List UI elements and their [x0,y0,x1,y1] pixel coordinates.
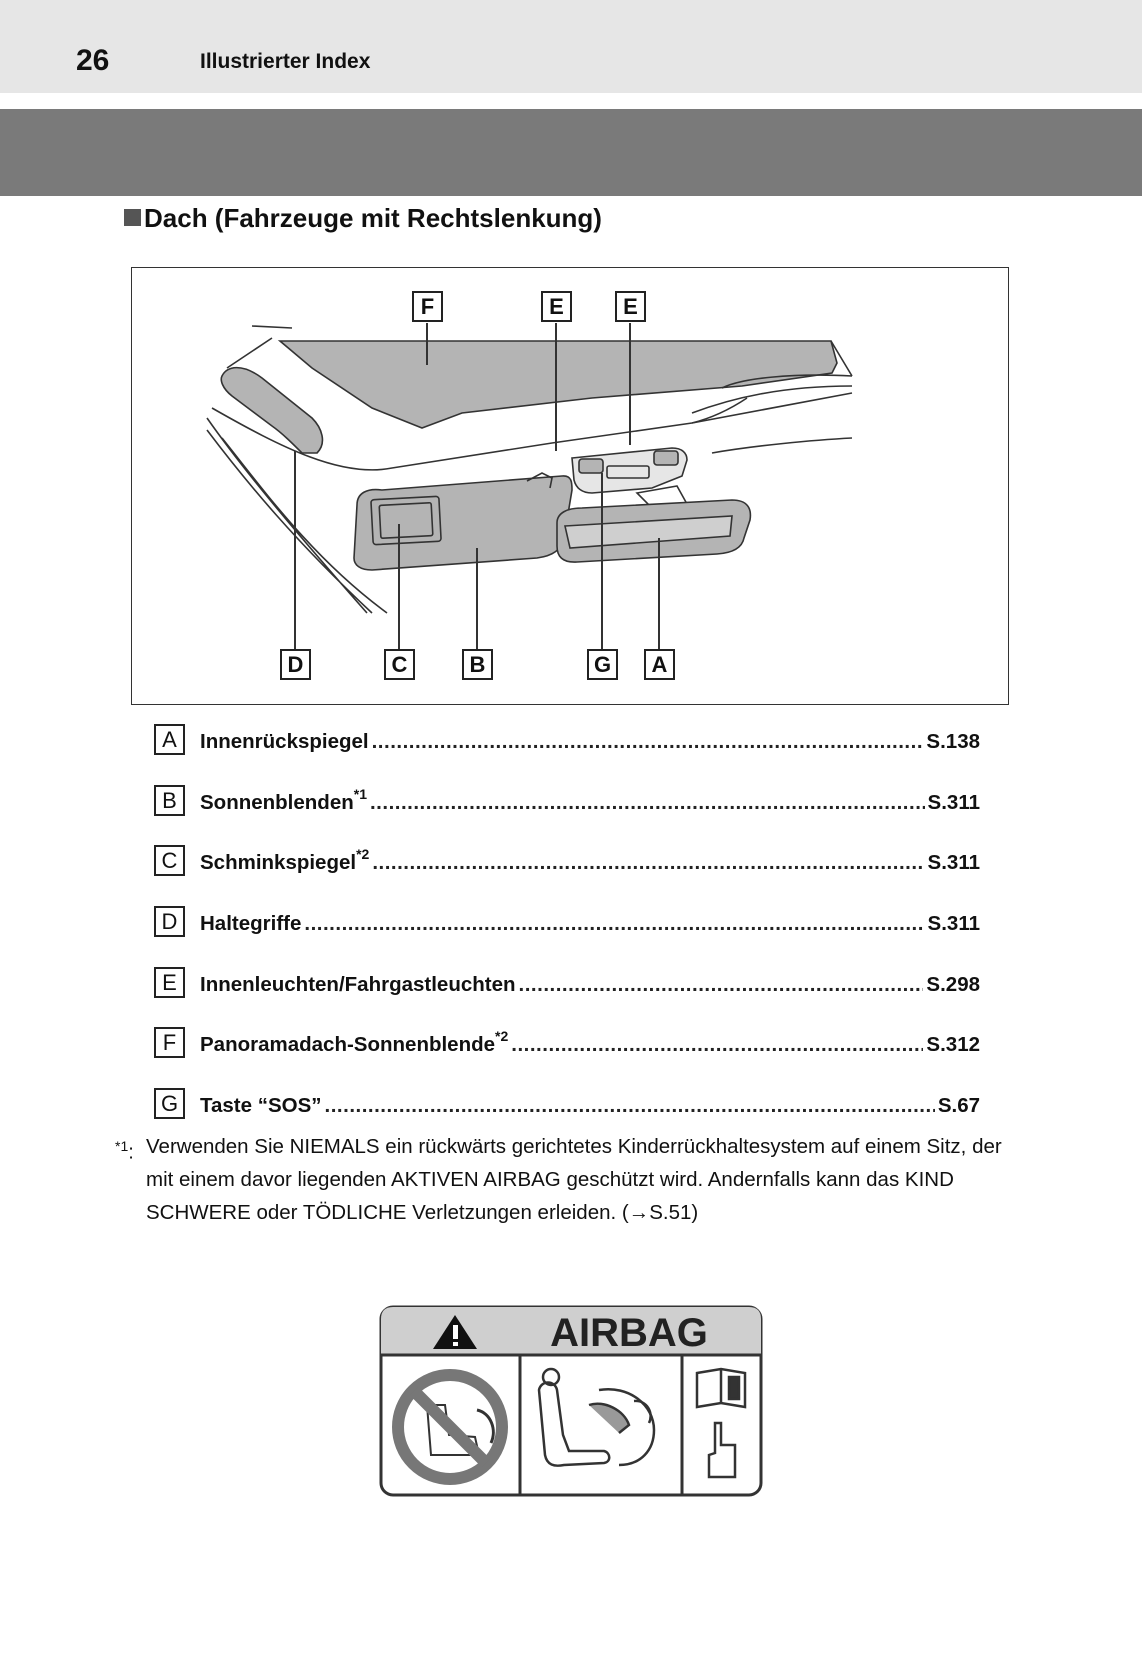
section-band [0,109,1142,196]
item-label: Taste “SOS” [200,1093,322,1117]
footnote [115,1130,1025,1229]
header-title: Illustrierter Index [200,50,371,73]
item-row-d [154,906,980,938]
item-page-link[interactable]: S.67 [937,1093,980,1117]
callout-D: D [280,649,311,680]
airbag-label-graphic [379,1305,763,1497]
roof-illustration [131,267,1009,705]
section-heading [124,203,602,234]
callout-F: F [412,291,443,322]
item-row-e [154,967,980,999]
airbag-warning-label [379,1305,763,1502]
footnote-text: Verwenden Sie NIEMALS ein rückwärts gerichtetes Kinderrückhaltesystem auf einem Sitz, der mit einem davor liegenden AKTIVEN AIRBAG geschützt wird. Andernfalls kann das KIND SCHWERE oder TÖDLICHE Verletzungen erleiden. (→S.51) [146,1135,1002,1224]
item-letter: A [154,724,185,755]
item-letter: G [154,1088,185,1119]
item-label: Sonnenblenden$^{*1}$ [200,786,367,814]
item-row-c [154,845,980,877]
item-row-a [154,724,980,756]
item-page-link[interactable]: S.311 [927,850,980,874]
callout-E2: E [615,291,646,322]
item-letter: D [154,906,185,937]
header-band [0,0,1142,93]
callout-E1: E [541,291,572,322]
callout-G: G [587,649,618,680]
section-heading-text: Dach (Fahrzeuge mit Rechtslenkung) [144,203,602,233]
item-letter: F [154,1027,185,1058]
item-label: Innenleuchten/Fahrgastleuchten [200,972,516,996]
item-letter: C [154,845,185,876]
item-label: Innenrückspiegel [200,729,369,753]
item-row-g [154,1088,980,1120]
footnote-mark: $^{*1}$: [115,1138,134,1164]
square-bullet-icon [124,209,141,226]
item-label: Panoramadach-Sonnenblende$^{*2}$ [200,1028,509,1056]
item-page-link[interactable]: S.311 [927,911,980,935]
panorama-roof-shade [280,341,837,428]
item-label: Haltegriffe [200,911,302,935]
callout-C: C [384,649,415,680]
item-page-link[interactable]: S.138 [926,729,980,753]
item-page-link[interactable]: S.312 [926,1032,980,1056]
callout-B: B [462,649,493,680]
item-row-b [154,785,980,817]
item-letter: E [154,967,185,998]
airbag-title: AIRBAG [550,1311,708,1355]
item-label: Schminkspiegel$^{*2}$ [200,846,370,874]
callout-A: A [644,649,675,680]
item-row-f [154,1027,980,1059]
item-page-link[interactable]: S.298 [926,972,980,996]
roof-drawing [132,268,1010,706]
item-letter: B [154,785,185,816]
page-number: 26 [76,44,110,77]
item-page-link[interactable]: S.311 [927,790,980,814]
